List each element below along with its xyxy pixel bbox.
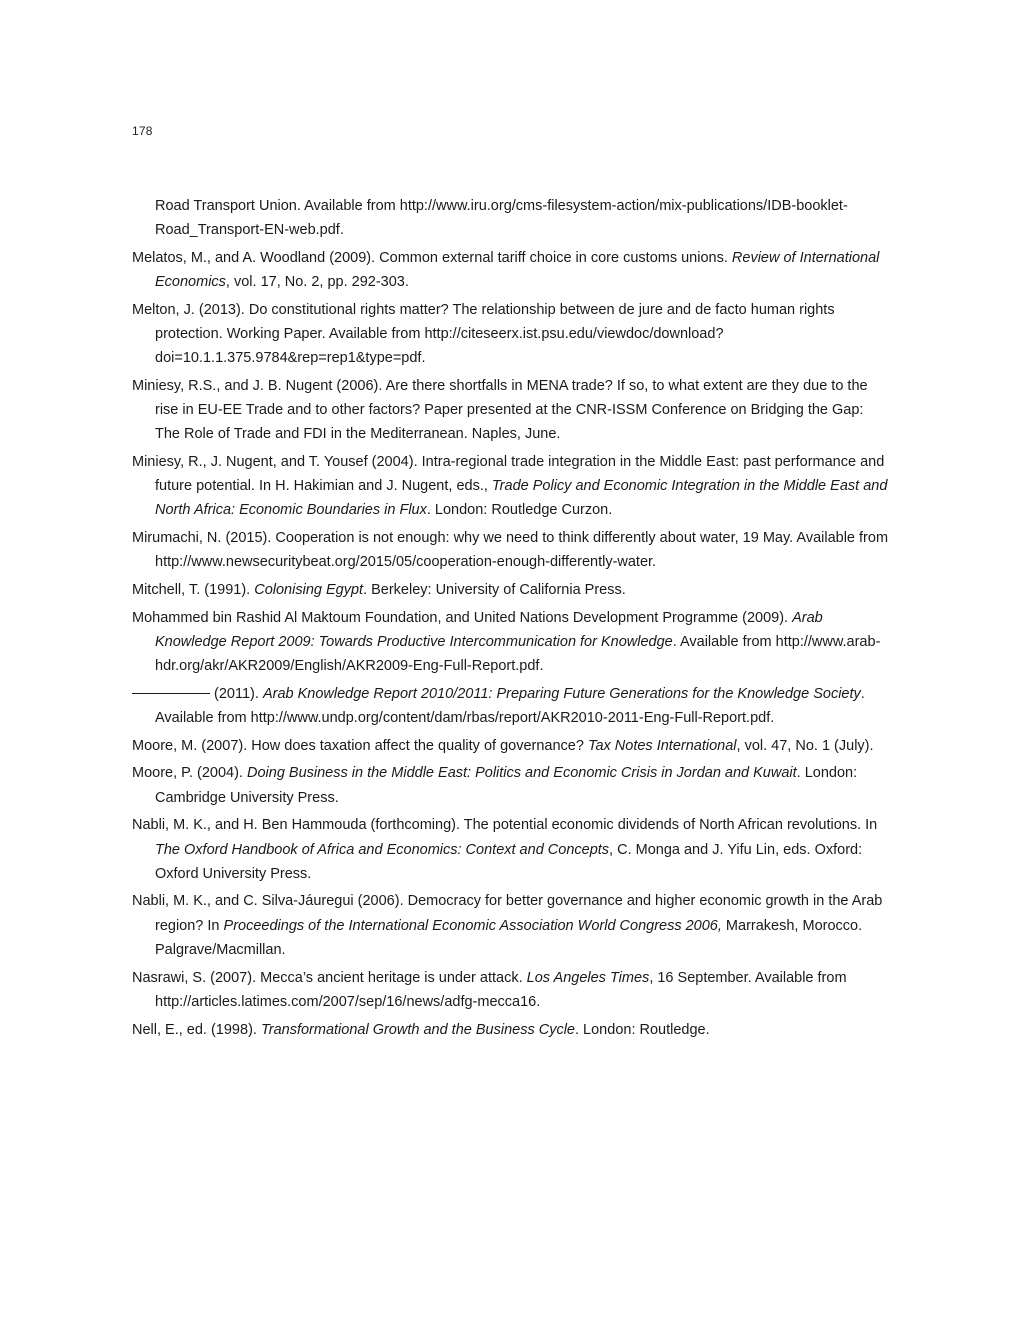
reference-text: Mitchell, T. (1991). xyxy=(132,582,255,599)
reference-title-italic: Trade Policy and Economic Integration in the Middle East and North Africa: Economic Boundaries in Flux xyxy=(155,478,888,519)
reference-entry xyxy=(132,734,892,758)
reference-title-italic: Colonising Egypt xyxy=(254,582,364,599)
reference-text: Mirumachi, N. (2015). Cooperation is not enough: why we need to think differently about water, 19 May. Available from http://www.newsecuritybeat.org/2015/05/cooperation-enough-differently-water. xyxy=(132,530,889,571)
reference-text: . London: Routledge Curzon. xyxy=(426,502,613,519)
reference-text: . London: Routledge. xyxy=(575,1021,710,1038)
reference-title-italic: The Oxford Handbook of Africa and Economics: Context and Concepts xyxy=(155,841,610,858)
reference-text: Melton, J. (2013). Do constitutional rights matter? The relationship between de jure and de facto human rights protection. Working Paper. Available from http://citeseerx.ist.psu.edu/viewdoc/download?doi=10.1.1.375.9784&rep=rep1&type=pdf. xyxy=(132,301,835,367)
reference-text: Miniesy, R., J. Nugent, and T. Yousef (2004). Intra-regional trade integration in the Middle East: past performance and future potential. In H. Hakimian and J. Nugent, eds., xyxy=(132,454,885,495)
reference-entry xyxy=(132,194,892,242)
reference-text: Moore, M. (2007). How does taxation affect the quality of governance? xyxy=(132,737,588,754)
reference-entry xyxy=(132,813,892,886)
reference-entry xyxy=(132,1018,892,1042)
reference-entry xyxy=(132,578,892,602)
reference-text: Mohammed bin Rashid Al Maktoum Foundation, and United Nations Development Programme (2009). xyxy=(132,609,793,626)
reference-title-italic: Review of International Economics xyxy=(155,249,880,291)
reference-text: Melatos, M., and A. Woodland (2009). Common external tariff choice in core customs unions. xyxy=(132,249,732,266)
reference-title-italic: Proceedings of the International Economic Association World Congress 2006, xyxy=(223,917,722,934)
reference-text: , vol. 47, No. 1 (July). xyxy=(736,737,874,754)
reference-title-italic: Tax Notes International xyxy=(587,737,737,754)
reference-list xyxy=(132,194,892,1045)
repeated-author-dash xyxy=(132,693,210,694)
reference-entry xyxy=(132,298,892,371)
reference-text: Marrakesh, Morocco. Palgrave/Macmillan. xyxy=(155,917,863,958)
reference-text: . Available from http://www.arab-hdr.org/akr/AKR2009/English/AKR2009-Eng-Full-Report.pdf. xyxy=(155,633,881,675)
reference-entry xyxy=(132,374,892,447)
reference-text: . Available from http://www.undp.org/content/dam/rbas/report/AKR2010-2011-Eng-Full-Report.pdf. xyxy=(155,685,865,727)
reference-text: , 16 September. Available from http://articles.latimes.com/2007/sep/16/news/adfg-mecca16. xyxy=(155,969,847,1010)
reference-title-italic: Arab Knowledge Report 2010/2011: Preparing Future Generations for the Knowledge Society xyxy=(262,685,861,702)
reference-entry xyxy=(132,246,892,294)
reference-text: . London: Cambridge University Press. xyxy=(155,765,858,806)
reference-text: Miniesy, R.S., and J. B. Nugent (2006). Are there shortfalls in MENA trade? If so, to what extent are they due to the rise in EU-EE Trade and to other factors? Paper presented at the CNR-ISSM Conference on Bridging the Gap: The Role of Trade and FDI in the Mediterranean. Naples, June. xyxy=(132,377,868,443)
reference-entry xyxy=(132,889,892,962)
reference-title-italic: Doing Business in the Middle East: Politics and Economic Crisis in Jordan and Kuwait xyxy=(247,765,797,782)
reference-entry xyxy=(132,966,892,1014)
reference-text: , vol. 17, No. 2, pp. 292-303. xyxy=(225,274,409,291)
reference-entry xyxy=(132,682,892,730)
reference-text: Road Transport Union. Available from http://www.iru.org/cms-filesystem-action/mix-publications/IDB-booklet-Road_Transport-EN-web.pdf. xyxy=(155,198,848,239)
reference-entry xyxy=(132,526,892,574)
reference-text: Nell, E., ed. (1998). xyxy=(132,1021,261,1038)
page-number: 178 xyxy=(132,124,153,138)
reference-text: Nasrawi, S. (2007). Mecca’s ancient heritage is under attack. xyxy=(132,969,527,986)
reference-text: . Berkeley: University of California Press. xyxy=(363,582,626,599)
reference-text: Nabli, M. K., and C. Silva-Jáuregui (2006). Democracy for better governance and higher economic growth in the Arab region? In xyxy=(132,893,883,934)
reference-title-italic: Transformational Growth and the Business Cycle xyxy=(260,1021,575,1038)
reference-title-italic: Los Angeles Times xyxy=(526,969,650,986)
reference-entry xyxy=(132,761,892,809)
reference-entry xyxy=(132,450,892,523)
reference-text: (2011). xyxy=(210,685,263,702)
reference-text: , C. Monga and J. Yifu Lin, eds. Oxford: Oxford University Press. xyxy=(155,841,863,882)
reference-text: Nabli, M. K., and H. Ben Hammouda (forthcoming). The potential economic dividends of North African revolutions. In xyxy=(132,817,878,834)
reference-entry xyxy=(132,606,892,679)
reference-title-italic: Arab Knowledge Report 2009: Towards Productive Intercommunication for Knowledge xyxy=(155,609,823,650)
reference-text: Moore, P. (2004). xyxy=(132,765,247,782)
